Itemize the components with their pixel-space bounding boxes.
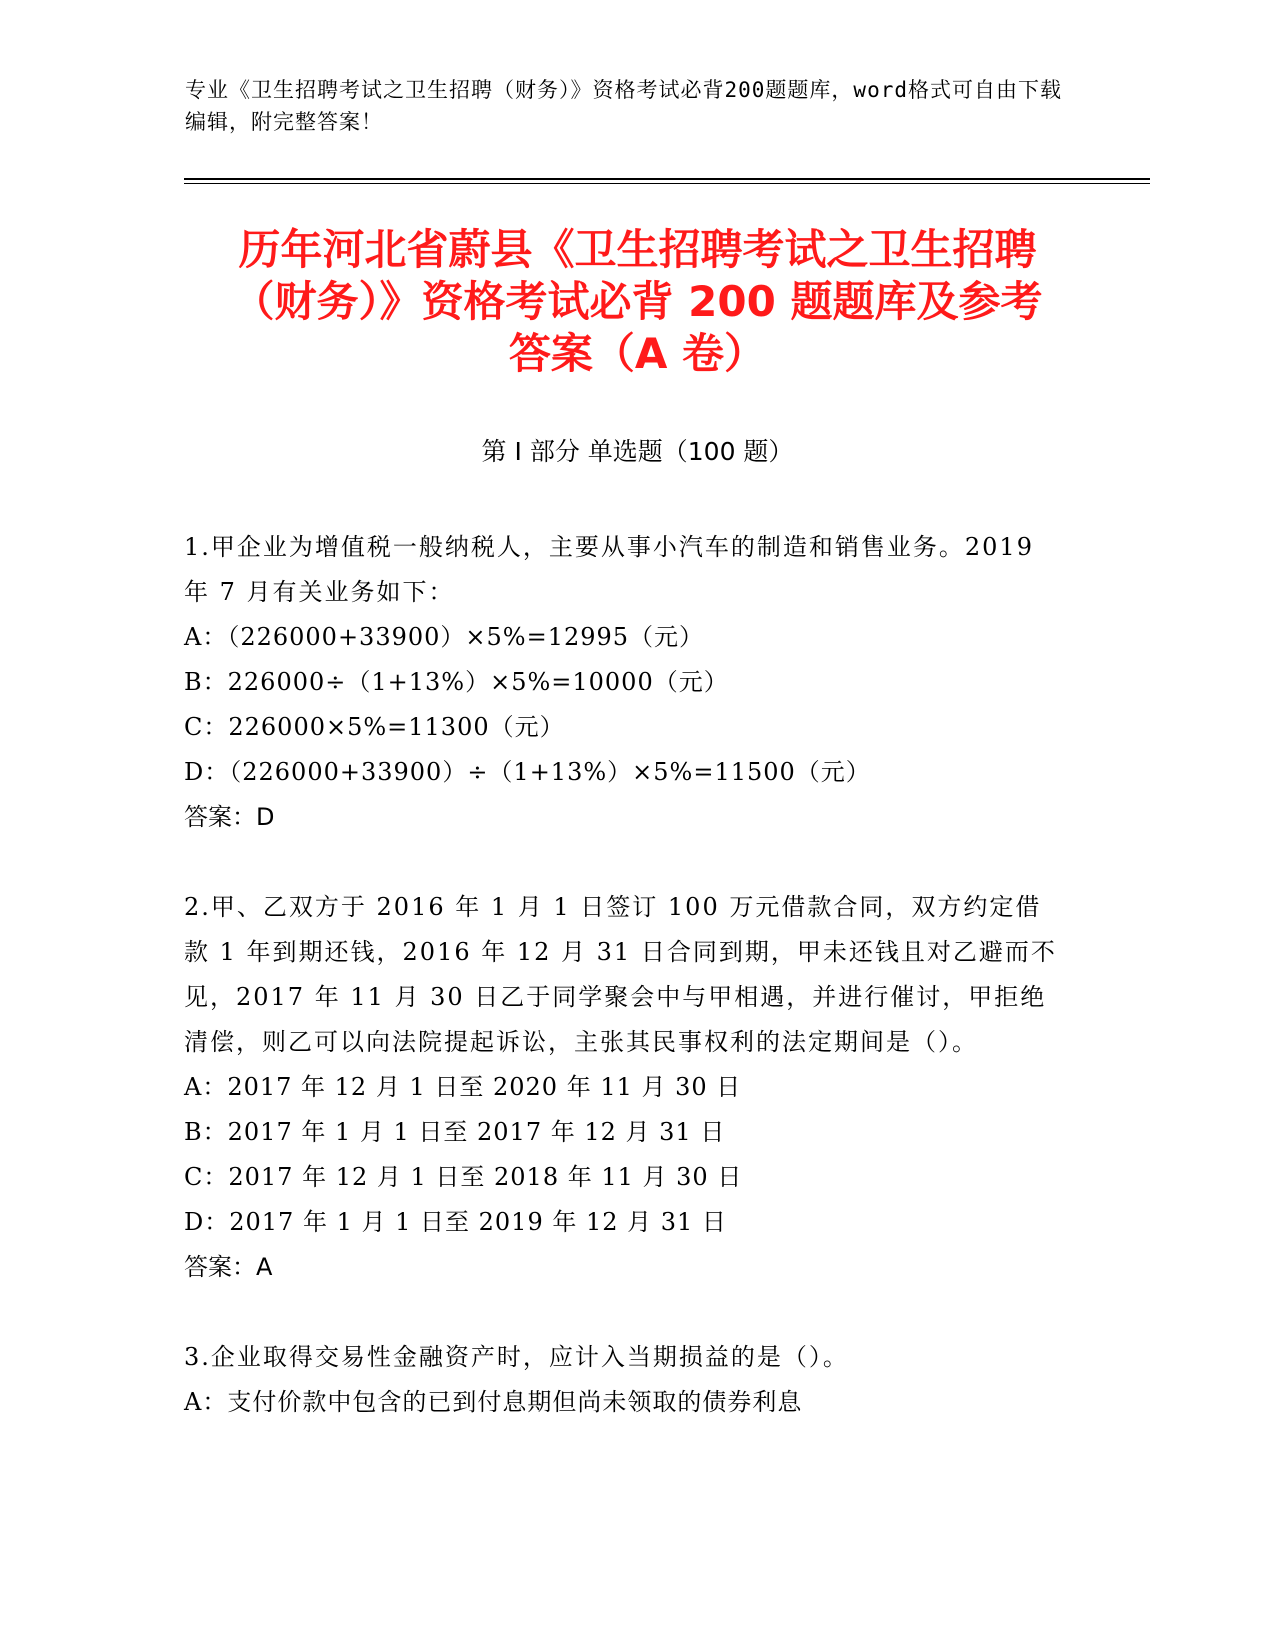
header-note: 专业《卫生招聘考试之卫生招聘（财务）》资格考试必背200题题库，word格式可自由下载编辑，附完整答案！ (185, 78, 1062, 134)
document-title (180, 224, 1095, 380)
question-3 (184, 1335, 1064, 1425)
option-d: D：2017 年 1 月 1 日至 2019 年 12 月 31 日 (184, 1208, 727, 1236)
option-b: B：226000÷（1+13%）×5%=10000（元） (184, 668, 729, 696)
option-d: D：（226000+33900）÷（1+13%）×5%=11500（元） (184, 758, 871, 786)
option-a: A：2017 年 12 月 1 日至 2020 年 11 月 30 日 (184, 1073, 742, 1101)
option-c: C：2017 年 12 月 1 日至 2018 年 11 月 30 日 (184, 1163, 743, 1191)
option-c: C：226000×5%=11300（元） (184, 713, 565, 741)
option-b: B：2017 年 1 月 1 日至 2017 年 12 月 31 日 (184, 1118, 726, 1146)
question-stem: 1.甲企业为增值税一般纳税人，主要从事小汽车的制造和销售业务。2019 年 7 月有关业务如下： (184, 533, 1034, 606)
question-1 (184, 525, 1064, 840)
option-a: A：支付价款中包含的已到付息期但尚未领取的债券利息 (184, 1388, 803, 1416)
header-divider-thick (184, 178, 1150, 180)
question-stem: 3.企业取得交易性金融资产时，应计入当期损益的是（）。 (184, 1343, 849, 1371)
title-line-2: （财务）》资格考试必背 200 题题库及参考 (232, 277, 1043, 326)
question-list (184, 525, 1064, 1470)
section-title: 第 I 部分 单选题（100 题） (481, 437, 794, 466)
header-divider-thin (184, 183, 1150, 184)
option-a: A：（226000+33900）×5%=12995（元） (184, 623, 705, 651)
answer: 答案：A (184, 1253, 273, 1281)
question-stem: 2.甲、乙双方于 2016 年 1 月 1 日签订 100 万元借款合同，双方约定借款 1 年到期还钱，2016 年 12 月 31 日合同到期，甲未还钱且对乙避而不见，2017 年 11 月 30 日乙于同学聚会中与甲相遇，并进行催讨，甲拒绝清偿，则乙可以向法院提起诉讼，主张其民事权利的法定期间是（）。 (184, 893, 1057, 1056)
question-2 (184, 885, 1064, 1290)
title-line-3: 答案（A 卷） (508, 329, 767, 378)
title-line-1: 历年河北省蔚县《卫生招聘考试之卫生招聘 (238, 225, 1037, 274)
answer: 答案：D (184, 803, 275, 831)
